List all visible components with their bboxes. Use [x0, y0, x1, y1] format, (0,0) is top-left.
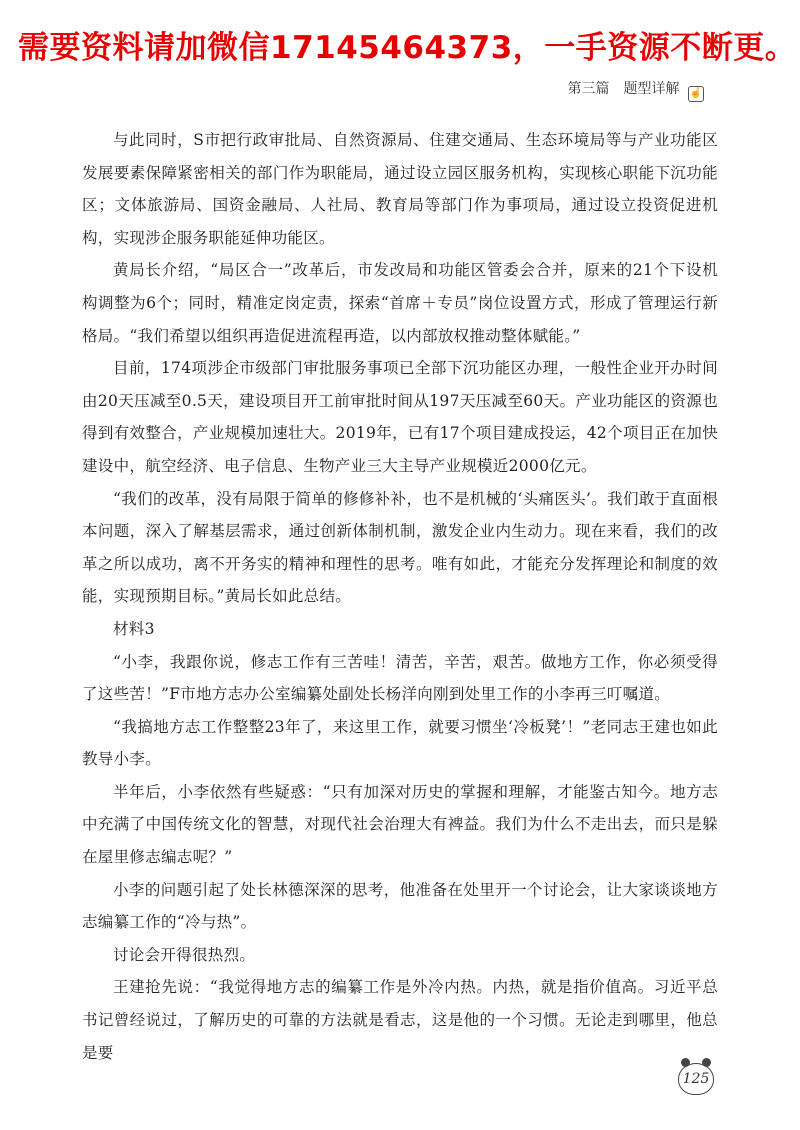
paragraph: 与此同时，S市把行政审批局、自然资源局、住建交通局、生态环境局等与产业功能区发展要素保障紧密相关的部门作为职能局，通过设立园区服务机构，实现核心职能下沉功能区；文体旅游局、国资金融局、人社局、教育局等部门作为事项局，通过设立投资促进机构，实现涉企服务职能延伸功能区。 [82, 131, 718, 247]
section-heading: 材料3 [113, 619, 155, 638]
paragraph: 目前，174项涉企市级部门审批服务事项已全部下沉功能区办理，一般性企业开办时间由20天压减至0.5天，建设项目开工前审批时间从197天压减至60天。产业功能区的资源也得到有效整合，产业规模加速壮大。2019年，已有17个项目建成投运，42个项目正在加快建设中，航空经济、电子信息、生物产业三大主导产业规模近2000亿元。 [82, 359, 718, 475]
running-head [568, 78, 704, 102]
paragraph: 讨论会开得很热烈。 [113, 945, 256, 964]
paragraph: 王建抢先说：“我觉得地方志的编纂工作是外冷内热。内热，就是指价值高。习近平总书记曾经说过，了解历史的可靠的方法就是看志，这是他的一个习惯。无论走到哪里，他总是要 [82, 978, 718, 1062]
page-number: 125 [678, 1063, 714, 1095]
watermark-banner: 需要资料请加微信17145464373，一手资源不断更。 [18, 30, 797, 66]
paragraph: “我搞地方志工作整整23年了，来这里工作，就要习惯坐‘冷板凳’！”老同志王建也如此教导小李。 [82, 717, 718, 769]
paragraph: 半年后，小李依然有些疑惑：“只有加深对历史的掌握和理解，才能鉴古知今。地方志中充满了中国传统文化的智慧，对现代社会治理大有裨益。我们为什么不走出去，而只是躲在屋里修志编志呢？” [82, 782, 718, 867]
paragraph: 黄局长介绍，“局区合一”改革后，市发改局和功能区管委会合并，原来的21个下设机构调整为6个；同时，精准定岗定责，探索“首席＋专员”岗位设置方式，形成了管理运行新格局。“我们希望以组织再造促进流程再造，以内部放权推动整体赋能。” [82, 261, 718, 345]
page-body [82, 124, 718, 1069]
paragraph: “我们的改革，没有局限于简单的修修补补，也不是机械的‘头痛医头’。我们敢于直面根本问题，深入了解基层需求，通过创新体制机制，激发企业内生动力。现在来看，我们的改革之所以成功，离不开务实的精神和理性的思考。唯有如此，才能充分发挥理论和制度的效能，实现预期目标。”黄局长如此总结。 [82, 489, 718, 606]
running-head-title: 第三篇 题型详解 [567, 81, 680, 97]
paragraph: 小李的问题引起了处长林德深深的思考，他准备在处里开一个讨论会，让大家谈谈地方志编纂工作的“冷与热”。 [82, 880, 718, 932]
hand-icon: ☝ [688, 86, 704, 102]
paragraph: “小李，我跟你说，修志工作有三苦哇！清苦，辛苦，艰苦。做地方工作，你必须受得了这些苦！”F市地方志办公室编纂处副处长杨洋向刚到处里工作的小李再三叮嘱道。 [82, 652, 718, 704]
